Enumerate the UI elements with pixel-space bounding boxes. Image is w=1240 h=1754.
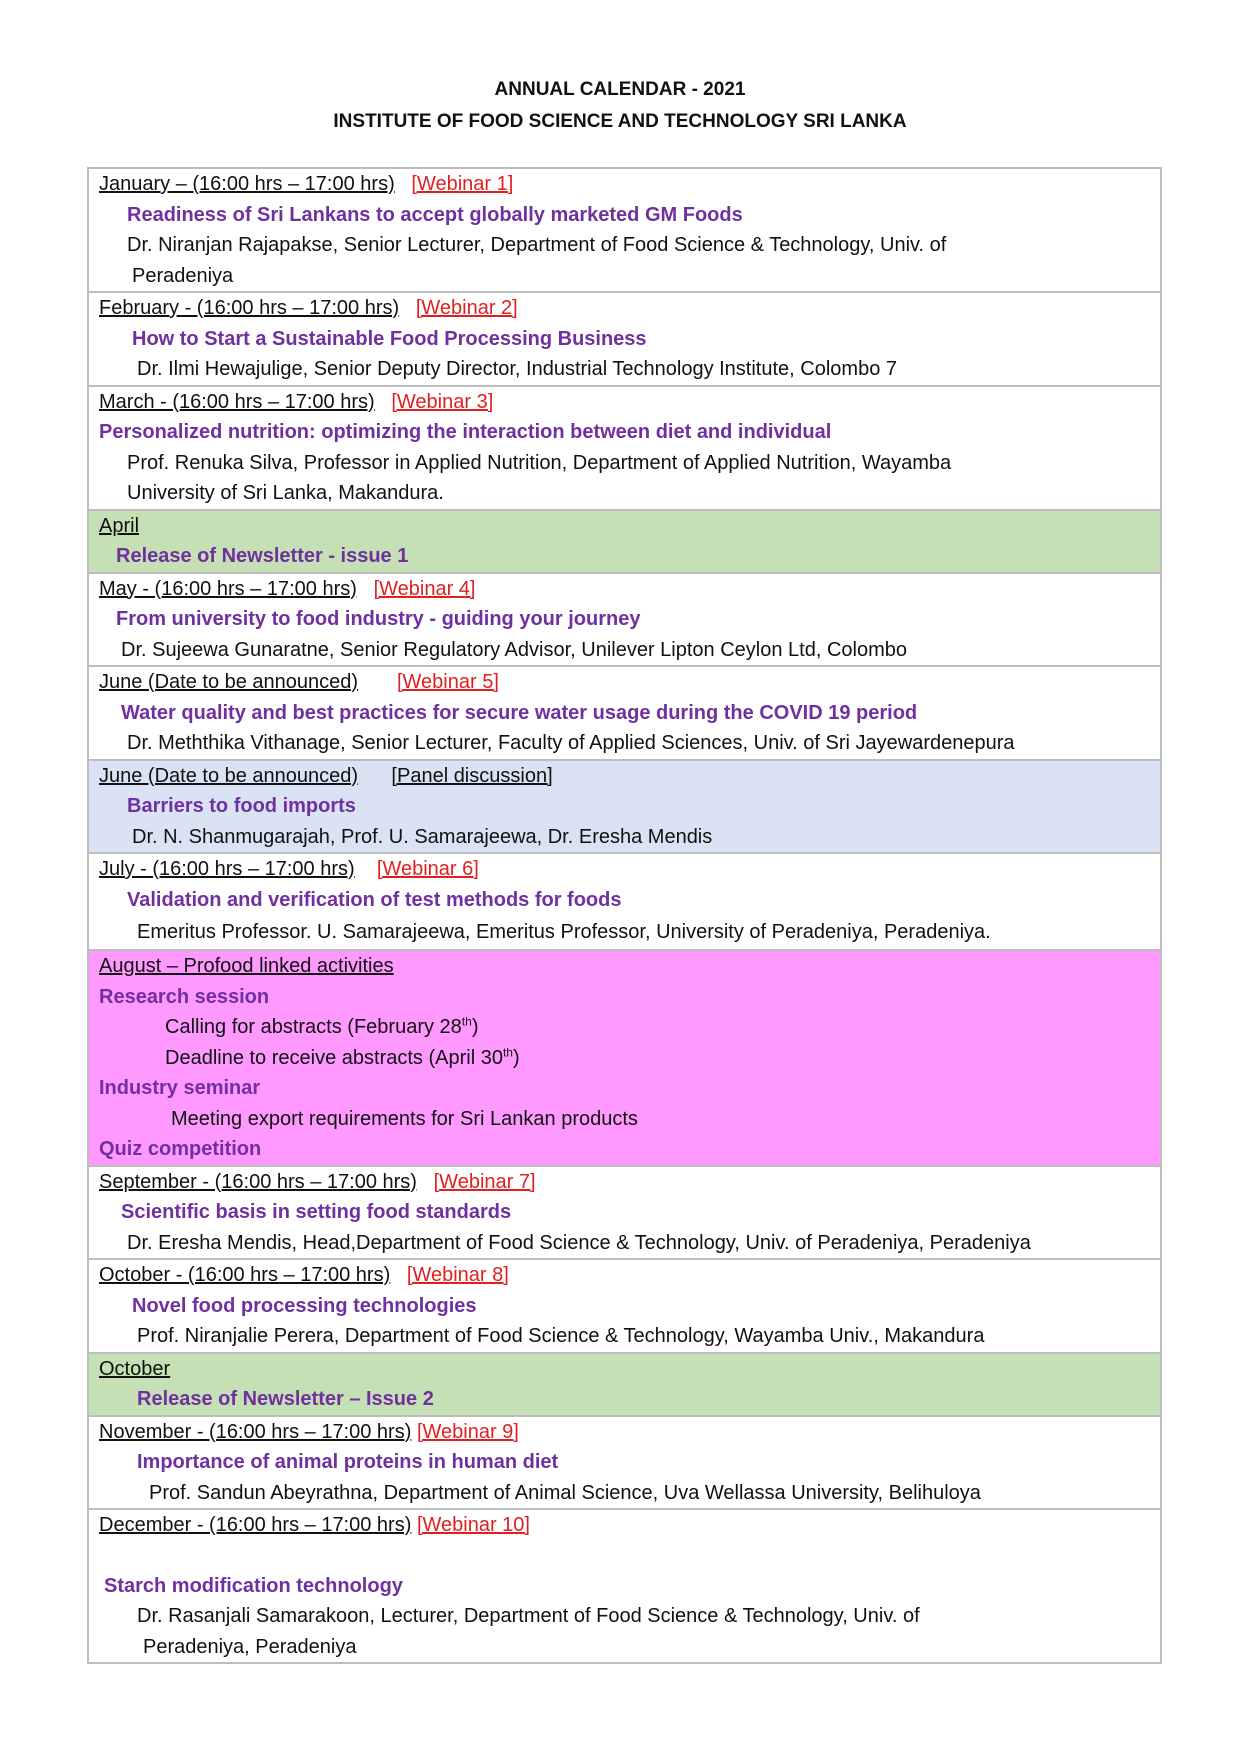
event-title: Water quality and best practices for secure water usage during the COVID 19 period (121, 701, 918, 724)
event-heading: August – Profood linked activities (99, 955, 394, 977)
event-speaker: Dr. Ilmi Hewajulige, Senior Deputy Director, Industrial Technology Institute, Colombo 7 (137, 358, 897, 380)
event-heading: March - (16:00 hrs – 17:00 hrs) [Webinar 3] (99, 390, 494, 413)
event-title: From university to food industry - guiding your journey (116, 608, 641, 630)
event-heading: June (Date to be announced) [Webinar 5] (99, 671, 499, 693)
event-row-february (89, 293, 1160, 387)
event-title: Novel food processing technologies (132, 1294, 477, 1317)
document-header (0, 74, 1240, 138)
event-row-september (89, 1167, 1160, 1261)
event-heading: October (99, 1357, 171, 1380)
event-speaker: Dr. Meththika Vithanage, Senior Lecturer, Faculty of Applied Sciences, Univ. of Sri Jayewardenepura (127, 732, 1015, 754)
webinar-tag: [Webinar 3] (391, 390, 494, 413)
research-session-label: Research session (99, 985, 270, 1008)
event-row-june-panel (89, 761, 1160, 855)
webinar-tag: [Webinar 9] (416, 1420, 519, 1443)
event-row-may (89, 574, 1160, 668)
webinar-tag: [Webinar 7] (433, 1170, 536, 1193)
event-speaker: Prof. Renuka Silva, Professor in Applied Nutrition, Department of Applied Nutrition, Wayamba (127, 451, 952, 474)
webinar-tag: [Webinar 5] (396, 671, 499, 693)
abstract-deadline: Deadline to receive abstracts (April 30th) (165, 1044, 520, 1069)
panel-tag: [Panel discussion] (391, 764, 553, 787)
event-row-october-newsletter (89, 1354, 1160, 1417)
quiz-competition-label: Quiz competition (99, 1138, 262, 1160)
event-row-april (89, 511, 1160, 574)
event-speaker: Dr. Niranjan Rajapakse, Senior Lecturer, Department of Food Science & Technology, Univ. of (127, 234, 947, 256)
event-heading: November - (16:00 hrs – 17:00 hrs) [Webinar 9] (99, 1420, 519, 1443)
event-title: Readiness of Sri Lankans to accept globally marketed GM Foods (127, 203, 743, 226)
spacer (99, 1541, 1150, 1571)
calendar-title: ANNUAL CALENDAR - 2021 (494, 79, 746, 100)
event-speaker: Dr. Rasanjali Samarakoon, Lecturer, Department of Food Science & Technology, Univ. of (137, 1605, 920, 1627)
event-heading: January – (16:00 hrs – 17:00 hrs) [Webinar 1] (99, 173, 514, 195)
calendar-table (87, 167, 1162, 1664)
event-row-july (89, 854, 1160, 951)
event-row-november (89, 1417, 1160, 1511)
event-title: Personalized nutrition: optimizing the interaction between diet and individual (99, 421, 832, 443)
event-title: How to Start a Sustainable Food Processing Business (132, 327, 647, 350)
event-speaker-cont: Peradeniya (132, 264, 234, 287)
webinar-tag: [Webinar 4] (373, 577, 476, 600)
webinar-tag: [Webinar 1] (411, 173, 514, 195)
event-heading: September - (16:00 hrs – 17:00 hrs) [Webinar 7] (99, 1170, 536, 1193)
event-speaker: Prof. Sandun Abeyrathna, Department of Animal Science, Uva Wellassa University, Belihuloya (149, 1481, 981, 1504)
event-row-october-webinar (89, 1260, 1160, 1354)
event-title: Importance of animal proteins in human diet (137, 1451, 559, 1473)
event-speaker: Emeritus Professor. U. Samarajeewa, Emeritus Professor, University of Peradeniya, Peradeniya. (137, 921, 991, 943)
event-heading: June (Date to be announced) [Panel discussion] (99, 764, 553, 787)
event-heading: February - (16:00 hrs – 17:00 hrs) [Webinar 2] (99, 297, 518, 319)
event-title: Scientific basis in setting food standards (121, 1201, 512, 1223)
industry-seminar-topic: Meeting export requirements for Sri Lankan products (171, 1107, 638, 1130)
event-row-june-webinar (89, 667, 1160, 761)
event-heading: July - (16:00 hrs – 17:00 hrs) [Webinar 6] (99, 858, 479, 880)
event-heading: October - (16:00 hrs – 17:00 hrs) [Webinar 8] (99, 1264, 509, 1286)
webinar-tag: [Webinar 10] (416, 1514, 530, 1536)
event-row-december (89, 1510, 1160, 1662)
event-title: Starch modification technology (104, 1574, 403, 1597)
webinar-tag: [Webinar 6] (376, 858, 479, 880)
event-heading: April (99, 514, 140, 537)
event-speaker: Prof. Niranjalie Perera, Department of Food Science & Technology, Wayamba Univ., Makandura (137, 1325, 985, 1347)
event-speaker-cont: University of Sri Lanka, Makandura. (127, 482, 444, 504)
event-speaker: Dr. N. Shanmugarajah, Prof. U. Samarajeewa, Dr. Eresha Mendis (132, 825, 713, 848)
event-title: Validation and verification of test methods for foods (127, 888, 622, 911)
event-heading: May - (16:00 hrs – 17:00 hrs) [Webinar 4] (99, 577, 476, 600)
event-heading: December - (16:00 hrs – 17:00 hrs) [Webinar 10] (99, 1514, 530, 1536)
event-speaker-cont: Peradeniya, Peradeniya (143, 1635, 357, 1658)
event-title: Release of Newsletter – Issue 2 (137, 1388, 434, 1410)
webinar-tag: [Webinar 8] (406, 1264, 509, 1286)
event-title: Release of Newsletter - issue 1 (116, 545, 409, 567)
call-for-abstracts: Calling for abstracts (February 28th) (165, 1014, 479, 1038)
event-row-january (89, 169, 1160, 293)
webinar-tag: [Webinar 2] (415, 297, 518, 319)
event-row-march (89, 387, 1160, 511)
event-row-august (89, 951, 1160, 1167)
event-speaker: Dr. Eresha Mendis, Head,Department of Food Science & Technology, Univ. of Peradeniya, Peradeniya (127, 1231, 1031, 1254)
event-speaker: Dr. Sujeewa Gunaratne, Senior Regulatory Advisor, Unilever Lipton Ceylon Ltd, Colombo (121, 638, 907, 661)
event-title: Barriers to food imports (127, 795, 356, 817)
institute-name: INSTITUTE OF FOOD SCIENCE AND TECHNOLOGY SRI LANKA (333, 111, 907, 132)
industry-seminar-label: Industry seminar (99, 1077, 261, 1099)
